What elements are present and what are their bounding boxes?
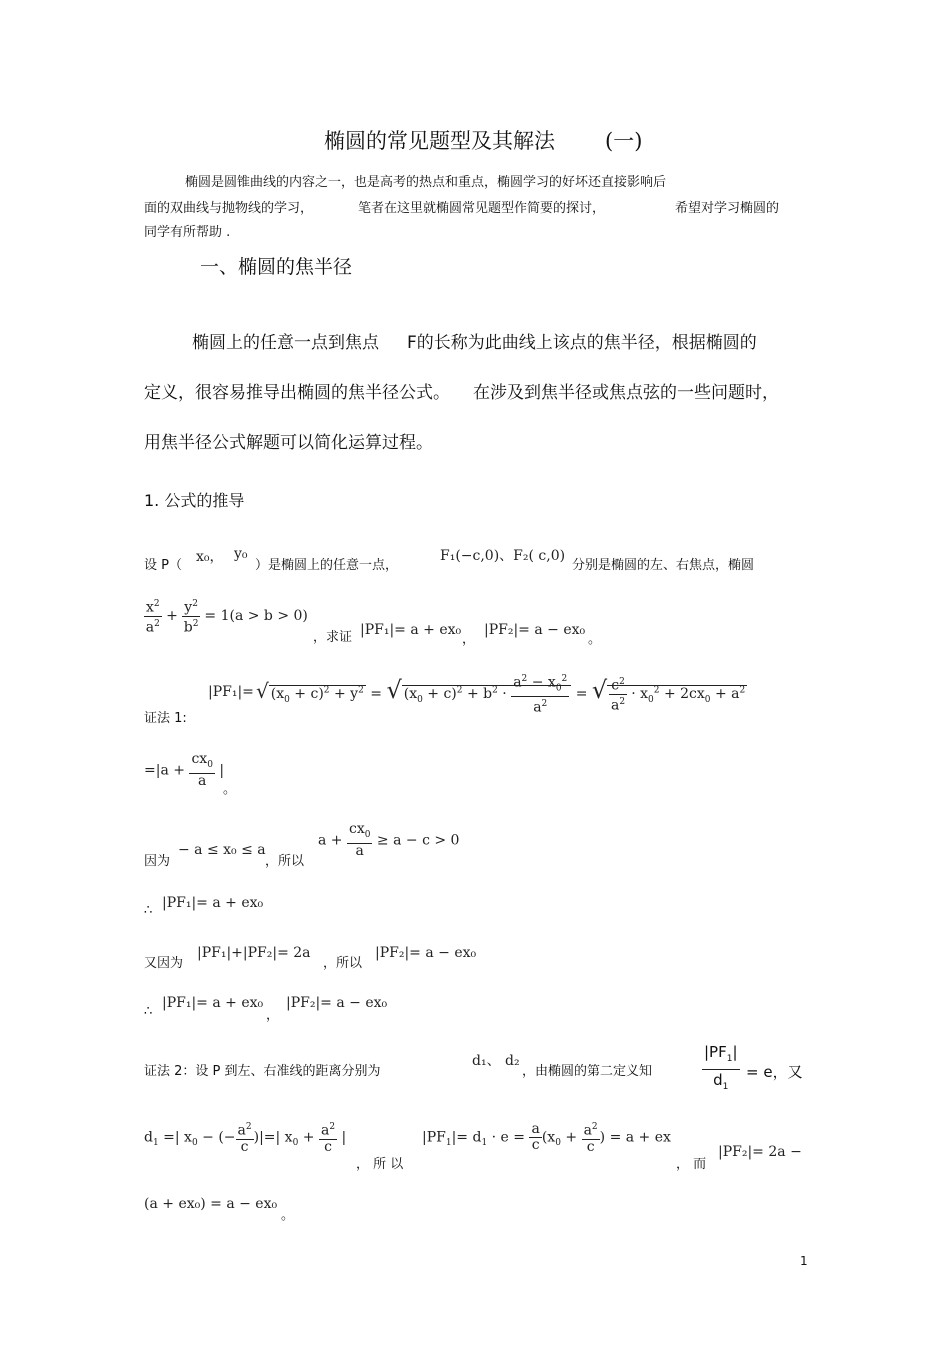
proof2-label: 证法 2：设 P 到左、右准线的距离分别为 (144, 1064, 381, 1079)
proof1-eq-lhs: |PF₁|= (208, 684, 254, 700)
proof1-label: 证法 1: (144, 711, 187, 726)
because-text: 因为 (144, 854, 171, 869)
intro-line-2a: 面的双曲线与抛物线的学习， (144, 201, 314, 216)
ineq-expr: a + $\frac{cx_0}{a}$ ≥ a − c > 0 (318, 821, 460, 859)
title-text: 椭圆的常见题型及其解法 (324, 129, 555, 153)
setup-text-c: 分别是椭圆的左、右焦点，椭圆 (572, 558, 755, 573)
ineq-tail: ≥ a − c > 0 (376, 832, 460, 849)
setup-text-b: ）是椭圆上的任意一点， (255, 558, 399, 573)
para-line-1b: F的长称为此曲线上该点的焦半径，根据椭圆的 (407, 333, 757, 353)
proof2-d: d₁、 d₂ (472, 1053, 520, 1069)
sum-expr: |PF₁|+|PF₂|= 2a (197, 945, 311, 961)
d1-expression: $d_1$ =| $x_0$ − (− $\frac{a^2}{c}$ )|=| $x_0$ + $\frac{a^2}{c}$ | (144, 1122, 347, 1155)
eq-e: = e，又 (746, 1063, 803, 1081)
result-pf1: |PF₁|= a + ex₀ (162, 895, 264, 911)
result-pf2: |PF₂|= a − ex₀ (375, 945, 477, 961)
therefore-1: ∴ (144, 903, 153, 918)
proof2-and: ， 而 (676, 1157, 707, 1172)
para-line-2b: 在涉及到焦半径或焦点弦的一些问题时， (473, 383, 779, 403)
so2-text: ，所以 (323, 956, 363, 971)
prove-text: ，求证 (313, 630, 353, 645)
setup-foci: F₁(−c,0)、F₂( c,0) (440, 548, 566, 564)
section-heading: 一、椭圆的焦半径 (200, 256, 353, 278)
subsection-heading: 1. 公式的推导 (144, 491, 245, 510)
para-line-2a: 定义，很容易推导出椭圆的焦半径公式。 (144, 383, 450, 403)
final-pf2: |PF₂|= a − ex₀ (286, 995, 388, 1011)
final-comma: ， (266, 1008, 280, 1023)
proof1-result: =|a + $\frac{cx_0}{a}$ | (144, 751, 225, 789)
so-text: ，所以 (265, 854, 305, 869)
final-pf1: |PF₁|= a + ex₀ (162, 995, 264, 1011)
proof1-result-end: 。 (223, 782, 237, 797)
eccentricity-fraction: $\frac{|PF_1|}{d_1}$ (704, 1043, 738, 1092)
ellipse-equation: $\frac{x^2}{a^2}$ + $\frac{y^2}{b^2}$ = 1(a > b > 0) (145, 599, 308, 636)
intro-line-2c: 希望对学习椭圆的 (675, 201, 780, 216)
also-text: 又因为 (144, 956, 184, 971)
page-number: 1 (800, 1254, 808, 1268)
claim-comma: ， (462, 632, 476, 647)
proof2-so: ， 所 以 (356, 1157, 404, 1172)
claim-pf1: |PF₁|= a + ex₀ (360, 622, 462, 638)
range-expr: − a ≤ x₀ ≤ a (178, 842, 266, 858)
therefore-2: ∴ (144, 1004, 153, 1019)
intro-line-2b: 笔者在这里就椭圆常见题型作简要的探讨， (358, 201, 606, 216)
setup-text-a: 设 P（ (144, 558, 182, 573)
title-number: (一) (605, 129, 643, 153)
claim-pf2: |PF₂|= a − ex₀ (484, 622, 586, 638)
claim-end: 。 (588, 632, 602, 647)
intro-line-3: 同学有所帮助 . (144, 225, 231, 240)
setup-y0: y₀ (234, 546, 248, 562)
pf2-tail: |PF₂|= 2a − (718, 1144, 802, 1160)
proof1-equation: √ $(x_0 + c)^2 + y^2$ = √ $(x_0 + c)^2 + b^2$ · $\frac{a^2 - x_0^2}{a^2}$ = √ $\frac{c^2}{a^2}$ · $x_0^2 + 2cx_0 + a^2$ (256, 674, 746, 717)
proof2-def: ，由椭圆的第二定义知 (522, 1064, 653, 1079)
intro-line-1: 椭圆是圆锥曲线的内容之一，也是高考的热点和重点，椭圆学习的好坏还直接影响后 (185, 175, 667, 190)
final-end: 。 (281, 1208, 295, 1223)
setup-x0: x₀， (196, 549, 224, 565)
final-line: (a + ex₀) = a − ex₀ (144, 1196, 278, 1212)
para-line-3: 用焦半径公式解题可以简化运算过程。 (144, 433, 433, 453)
pf1-expression: $|PF_1|= d_1 \cdot e$ = $\frac{a}{c}$ ($x_0$ + $\frac{a^2}{c}$ ) = a + ex (422, 1120, 671, 1155)
para-line-1a: 椭圆上的任意一点到焦点 (192, 333, 379, 353)
